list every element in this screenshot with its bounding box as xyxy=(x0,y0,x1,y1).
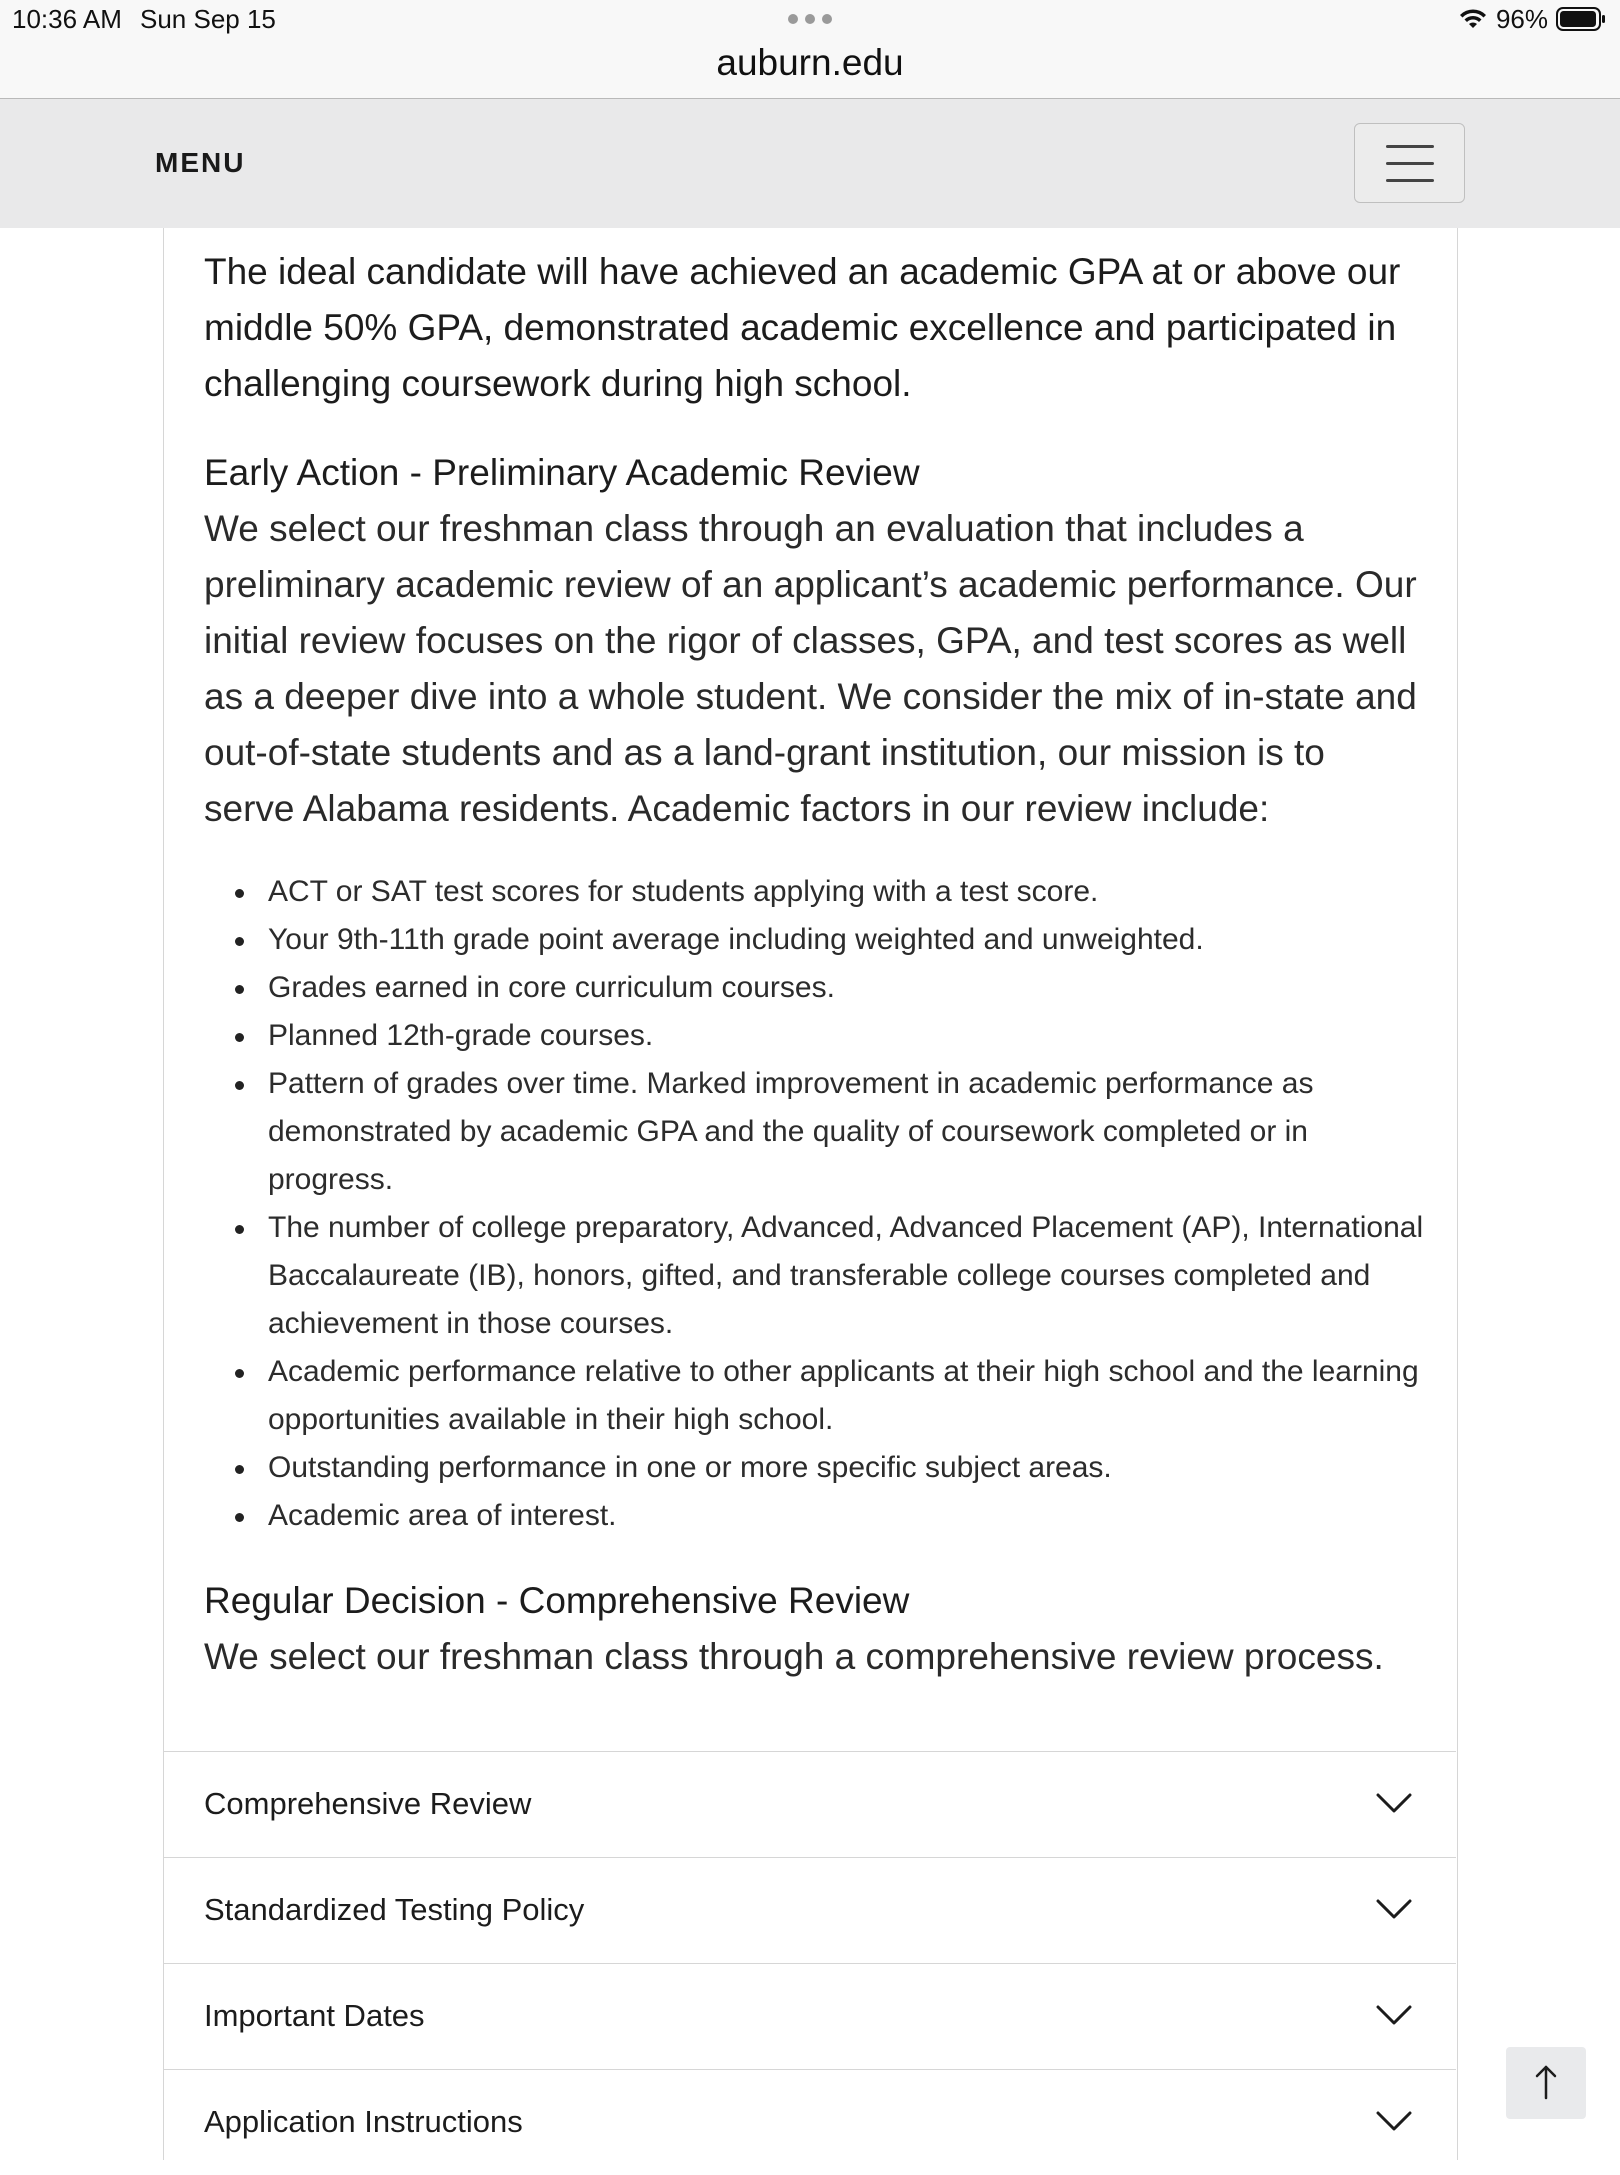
status-time: 10:36 AM xyxy=(12,4,122,34)
back-to-top-button[interactable] xyxy=(1506,2047,1586,2119)
bullet-icon xyxy=(235,985,244,994)
list-item-text: Grades earned in core curriculum courses. xyxy=(268,971,835,1004)
regular-decision-body: We select our freshman class through a comprehensive review process. xyxy=(204,1636,1384,1677)
list-item xyxy=(204,1060,1434,1204)
bullet-icon xyxy=(235,1081,244,1090)
list-item xyxy=(204,1492,1434,1540)
accordion-standardized-testing-policy[interactable] xyxy=(164,1857,1456,1963)
accordion-comprehensive-review[interactable] xyxy=(164,1751,1456,1857)
accordion-application-instructions[interactable] xyxy=(164,2069,1456,2175)
multitasking-dots-icon[interactable] xyxy=(788,14,832,26)
list-item-text: The number of college preparatory, Advanced, Advanced Placement (AP), International Baccalaureate (IB), honors, gifted, and transferable college courses completed and achievement in those courses. xyxy=(268,1211,1424,1340)
lead-paragraph: The ideal candidate will have achieved an academic GPA at or above our middle 50% GPA, demonstrated academic excellence and participated in challenging coursework during high school. xyxy=(204,251,1401,404)
list-item-text: ACT or SAT test scores for students applying with a test score. xyxy=(268,875,1099,908)
bullet-icon xyxy=(235,937,244,946)
status-indicators xyxy=(1458,4,1606,34)
bullet-icon xyxy=(235,1465,244,1474)
battery-icon xyxy=(1556,6,1606,32)
wifi-icon xyxy=(1458,7,1488,31)
chevron-down-icon xyxy=(1376,1898,1412,1920)
hamburger-line xyxy=(1386,179,1434,182)
list-item xyxy=(204,1012,1434,1060)
browser-top-bar xyxy=(0,0,1620,99)
list-item-text: Academic performance relative to other applicants at their high school and the learning opportunities available in their high school. xyxy=(268,1355,1419,1436)
arrow-up-icon xyxy=(1534,2064,1558,2100)
bullet-icon xyxy=(235,889,244,898)
menu-label[interactable]: MENU xyxy=(155,147,246,178)
list-item-text: Pattern of grades over time. Marked improvement in academic performance as demonstrated by academic GPA and the quality of coursework completed or in progress. xyxy=(268,1067,1314,1196)
list-item xyxy=(204,916,1434,964)
list-item xyxy=(204,868,1434,916)
list-item xyxy=(204,964,1434,1012)
list-item-text: Outstanding performance in one or more specific subject areas. xyxy=(268,1451,1112,1484)
regular-decision-heading: Regular Decision - Comprehensive Review xyxy=(204,1580,910,1621)
list-item xyxy=(204,1204,1434,1348)
bullet-icon xyxy=(235,1225,244,1234)
list-item-text: Your 9th-11th grade point average including weighted and unweighted. xyxy=(268,923,1204,956)
hamburger-icon xyxy=(1386,145,1434,148)
bullet-icon xyxy=(235,1369,244,1378)
academic-factors-list xyxy=(204,868,1434,1540)
hamburger-menu-button[interactable] xyxy=(1354,123,1465,203)
early-action-body: We select our freshman class through an evaluation that includes a preliminary academic review of an applicant’s academic performance. Our initial review focuses on the rigor of classes, GPA, and test scores as well as a deeper dive into a whole student. We consider the mix of in-state and out-of-state students and as a land-grant institution, our mission is to serve Alabama residents. Academic factors in our review include: xyxy=(204,508,1417,829)
status-date: Sun Sep 15 xyxy=(140,4,276,34)
early-action-heading: Early Action - Preliminary Academic Review xyxy=(204,452,920,493)
bullet-icon xyxy=(235,1513,244,1522)
battery-percent: 96% xyxy=(1495,3,1548,34)
accordion-important-dates[interactable] xyxy=(164,1963,1456,2069)
content-card xyxy=(163,228,1458,2160)
url-bar[interactable]: auburn.edu xyxy=(716,42,904,83)
accordion-label: Important Dates xyxy=(204,1998,425,2033)
accordion-label: Application Instructions xyxy=(204,2104,523,2139)
accordion-label: Comprehensive Review xyxy=(204,1786,532,1821)
chevron-down-icon xyxy=(1376,2004,1412,2026)
accordion-label: Standardized Testing Policy xyxy=(204,1892,585,1927)
list-item-text: Planned 12th-grade courses. xyxy=(268,1019,654,1052)
bullet-icon xyxy=(235,1033,244,1042)
chevron-down-icon xyxy=(1376,2110,1412,2132)
hamburger-line xyxy=(1386,162,1434,165)
chevron-down-icon xyxy=(1376,1792,1412,1814)
list-item-text: Academic area of interest. xyxy=(268,1499,617,1532)
list-item xyxy=(204,1348,1434,1444)
site-navbar xyxy=(0,99,1620,228)
list-item xyxy=(204,1444,1434,1492)
